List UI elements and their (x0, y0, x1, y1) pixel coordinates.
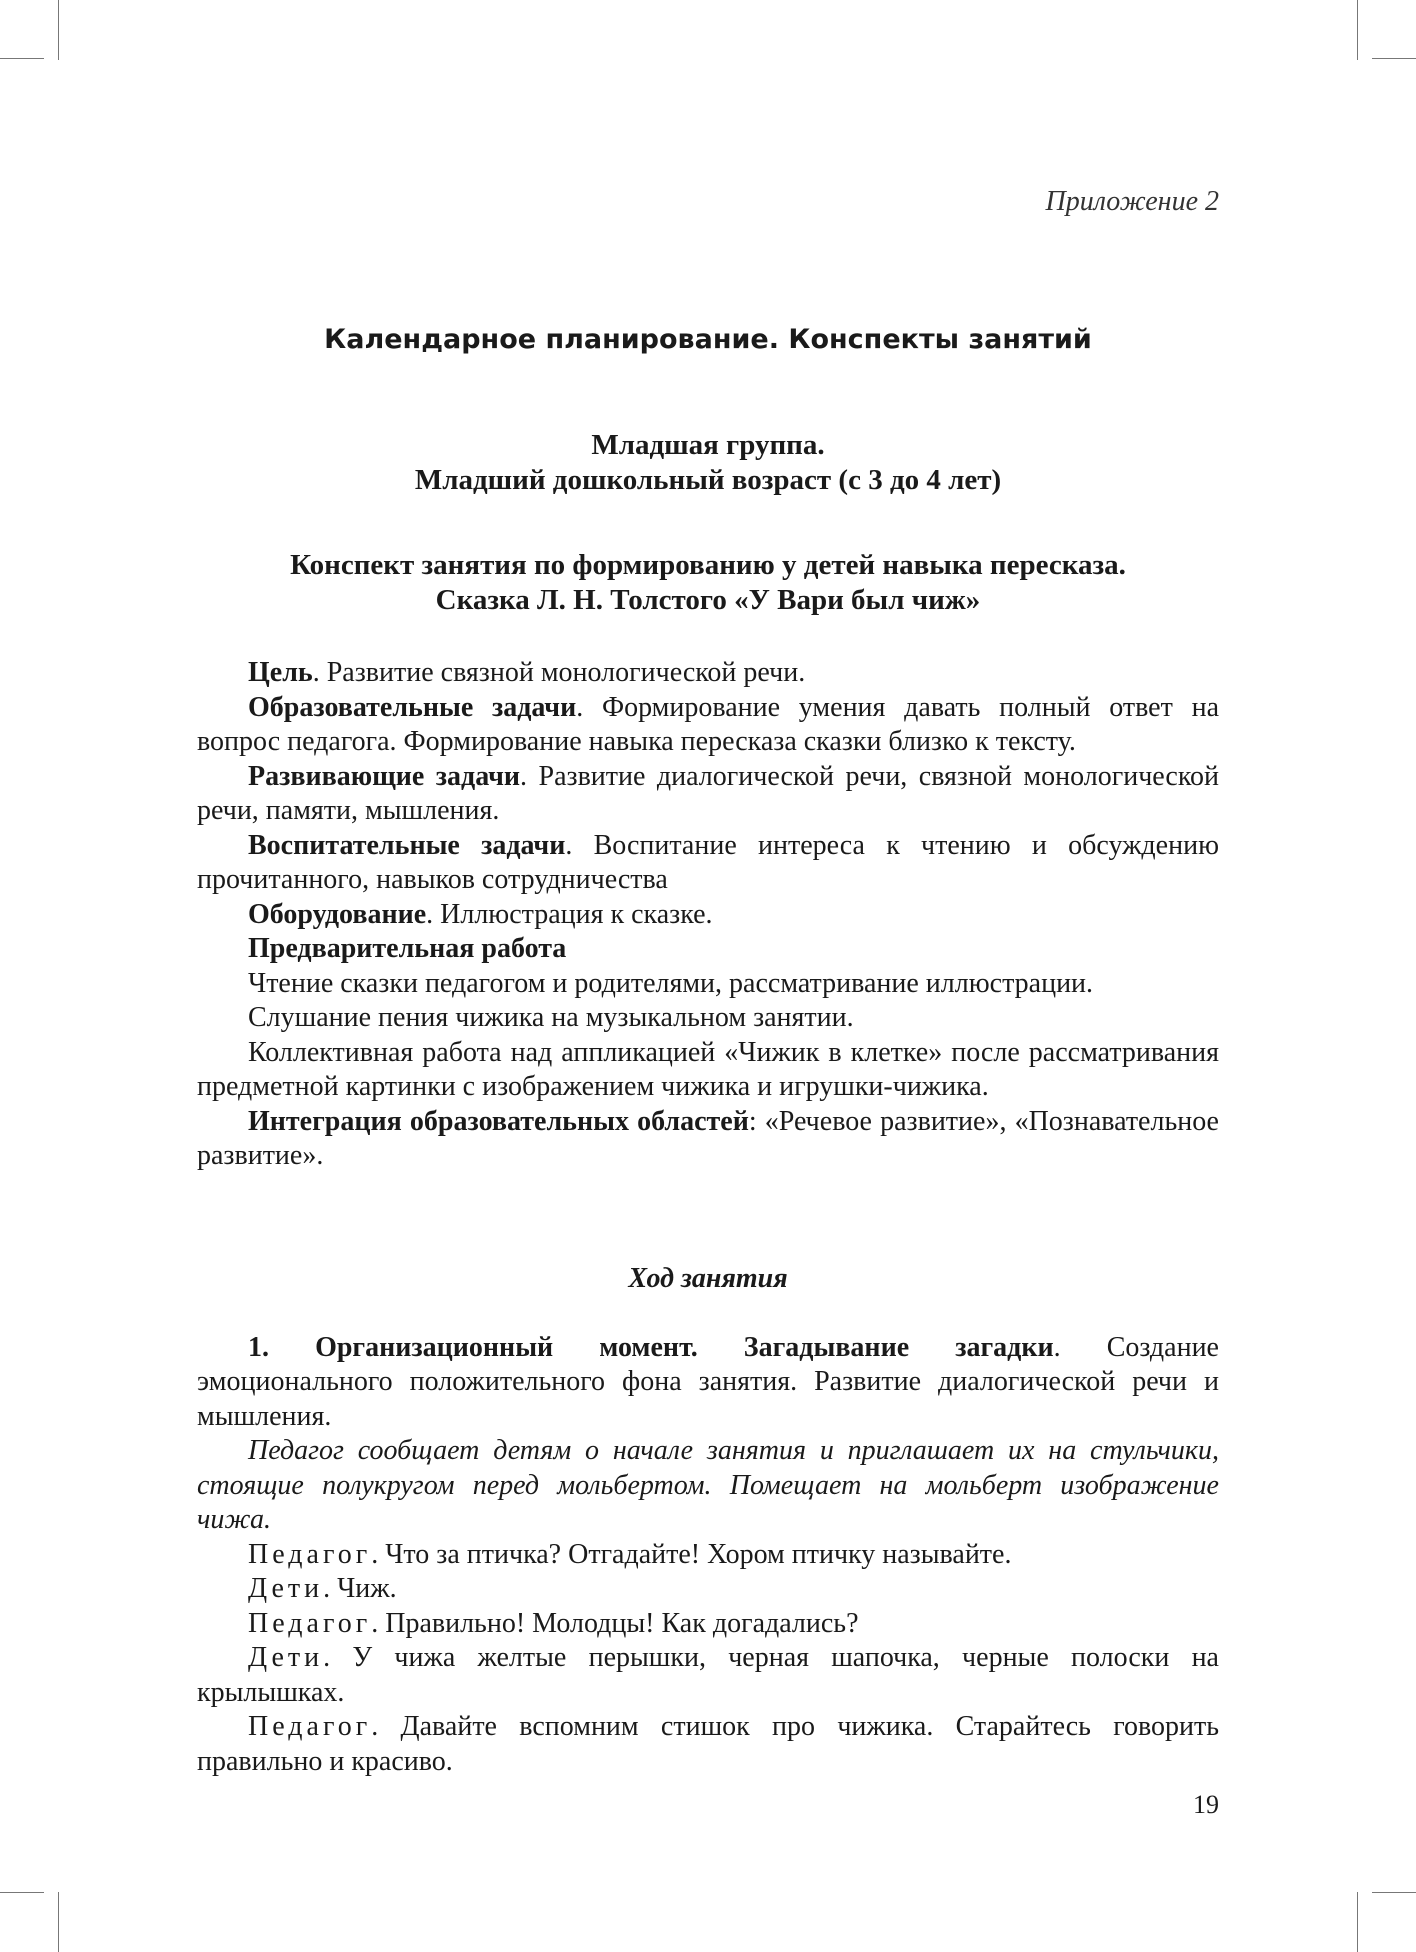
intro-section (197, 656, 1219, 1174)
konspekt-heading-line1: Конспект занятия по формированию у детей навыка пересказа. (290, 549, 1126, 581)
dialogue-line-5 (197, 1710, 1219, 1779)
dev-tasks-label: Развивающие задачи (248, 760, 521, 792)
prework-item-1: Чтение сказки педагогом и родителями, рассматривание иллюстрации. (248, 967, 1094, 999)
goal-paragraph (197, 656, 1219, 691)
konspekt-heading (0, 548, 1416, 618)
crop-mark-bottom-right (1357, 1892, 1358, 1952)
integration-text: : «Речевое развитие», «Познавательное развитие». (197, 1105, 1219, 1171)
crop-mark-bottom-left (58, 1892, 59, 1952)
konspekt-heading-line2: Сказка Л. Н. Толстого «У Вари был чиж» (435, 584, 981, 616)
dev-tasks-paragraph (197, 760, 1219, 829)
dialogue-line-4 (197, 1641, 1219, 1710)
edu-tasks-label: Образовательные задачи (248, 691, 577, 723)
step1-text: . Создание эмоционального положительного фона занятия. Развитие диалогической речи и мышления. (197, 1331, 1219, 1432)
equipment-label: Оборудование (248, 898, 427, 930)
appendix-label: Приложение 2 (1045, 186, 1219, 217)
group-heading-line2: Младший дошкольный возраст (с 3 до 4 лет) (414, 464, 1002, 496)
equipment-text: . Иллюстрация к сказке. (426, 898, 713, 930)
upb-tasks-paragraph (197, 829, 1219, 898)
lesson-section (197, 1262, 1219, 1779)
crop-mark-bottom-right-h (1372, 1892, 1416, 1893)
crop-mark-top-left (58, 0, 59, 60)
prework-item-2: Слушание пения чижика на музыкальном занятии. (248, 1002, 854, 1033)
integration-paragraph (197, 1105, 1219, 1174)
goal-label: Цель (248, 657, 313, 688)
dialogue-text: . Чиж. (323, 1573, 397, 1604)
crop-mark-top-left-h (0, 58, 44, 59)
prework-heading (197, 932, 1219, 967)
prework-label: Предварительная работа (248, 933, 567, 964)
equipment-paragraph (197, 898, 1219, 933)
edu-tasks-text: . Формирование умения давать полный ответ на вопрос педагога. Формирование навыка пересказа сказки близко к тексту. (197, 691, 1219, 757)
teacher-note: Педагог сообщает детям о начале занятия и приглашает их на стульчики, стоящие полукругом перед мольбертом. Помещает на мольберт изображение чижа. (197, 1435, 1219, 1535)
dialogue-speaker: Педагог (248, 1538, 372, 1570)
page-number: 19 (1193, 1790, 1219, 1819)
prework-item-3: Коллективная работа над аппликацией «Чижик в клетке» после рассматривания предметной картинки с изображением чижика и игрушки-чижика. (197, 1036, 1219, 1102)
dialogue-speaker: Дети (248, 1573, 324, 1604)
dialogue-text: . Что за птичка? Отгадайте! Хором птичку называйте. (371, 1538, 1012, 1570)
page-title: Календарное планирование. Конспекты занятий (324, 324, 1092, 355)
group-heading-line1: Младшая группа. (591, 429, 825, 461)
dialogue-line-2 (197, 1572, 1219, 1607)
goal-text: . Развитие связной монологической речи. (312, 657, 806, 688)
crop-mark-top-right-h (1372, 58, 1416, 59)
dialogue-speaker: Дети (248, 1642, 324, 1673)
edu-tasks-paragraph (197, 691, 1219, 760)
integration-label: Интеграция образовательных областей (248, 1105, 749, 1137)
dialogue-text: . У чижа желтые перышки, черная шапочка, черные полоски на крылышках. (197, 1642, 1219, 1708)
upb-tasks-text: . Воспитание интереса к чтению и обсуждению прочитанного, навыков сотрудничества (197, 829, 1219, 895)
dialogue-text: . Давайте вспомним стишок про чижика. Старайтесь говорить правильно и красиво. (197, 1711, 1219, 1777)
group-heading (0, 428, 1416, 498)
dialogue-text: . Правильно! Молодцы! Как догадались? (371, 1607, 859, 1639)
dialogue-speaker: Педагог (248, 1607, 372, 1639)
step1-paragraph (197, 1331, 1219, 1435)
step1-label: 1. Организационный момент. Загадывание загадки (248, 1331, 1054, 1363)
lesson-heading: Ход занятия (628, 1263, 788, 1294)
upb-tasks-label: Воспитательные задачи (248, 829, 566, 861)
dev-tasks-text: . Развитие диалогической речи, связной монологической речи, памяти, мышления. (197, 760, 1220, 826)
dialogue-line-3 (197, 1607, 1219, 1642)
crop-mark-top-right (1357, 0, 1358, 60)
crop-mark-bottom-left-h (0, 1892, 44, 1893)
dialogue-line-1 (197, 1538, 1219, 1573)
dialogue-speaker: Педагог (248, 1711, 372, 1742)
